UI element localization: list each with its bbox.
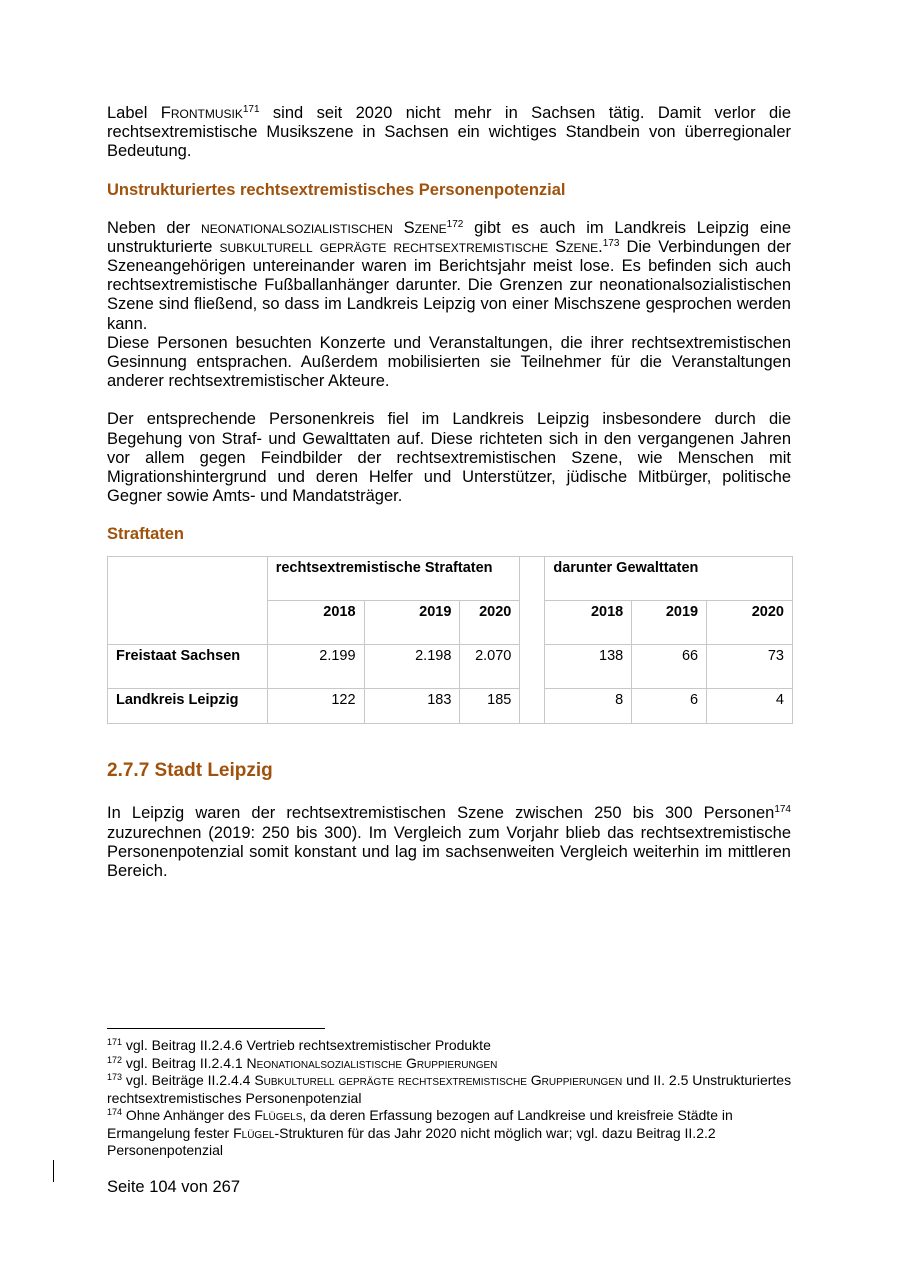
table-group-header: rechtsextremistische Straftaten (267, 557, 520, 601)
table-corner-cell (108, 557, 268, 645)
footnote-173: $^{173}$ vgl. Beiträge II.2.4.4 Subkulturell geprägte rechtsextremistische Gruppierungen und II. 2.5 Unstrukturiertes rechtsextremistisches Personenpotenzial (107, 1072, 792, 1106)
section-heading-personenpotenzial: Unstrukturiertes rechtsextremistisches Personenpotenzial (107, 180, 566, 199)
paragraph-konzerte: Diese Personen besuchten Konzerte und Veranstaltungen, die ihrer rechtsextremistischen Gesinnung entsprachen. Außerdem mobilisierten sie Teilnehmer für die Veranstaltungen anderer rechtsextremistischer Akteure. (107, 333, 791, 391)
footnote-ref-173[interactable]: 173 (602, 237, 620, 249)
table-cell: 2.070 (460, 645, 520, 689)
change-bar (53, 1160, 54, 1182)
table-cell: 183 (364, 689, 460, 724)
table-cell: 4 (707, 689, 793, 724)
paragraph-straftaten: Der entsprechende Personenkreis fiel im Landkreis Leipzig insbesondere durch die Begehung von Straf- und Gewalttaten auf. Diese richteten sich in den vergangenen Jahren vor allem gegen Feindbilder der rechtsextremistischen Szene, wie Menschen mit Migrationshintergrund und deren Helfer und Unterstützer, jüdische Mitbürger, politische Gegner sowie Amts- und Mandatsträger. (107, 410, 791, 506)
table-year-header: 2019 (364, 601, 460, 645)
table-group-header: darunter Gewalttaten (545, 557, 793, 601)
table-row (108, 645, 793, 689)
table-cell: 2.199 (267, 645, 364, 689)
page-number: Seite 104 von 267 (107, 1178, 241, 1196)
table-cell: 138 (545, 645, 632, 689)
table-year-header: 2020 (460, 601, 520, 645)
table-cell: 2.198 (364, 645, 460, 689)
table-year-header: 2018 (267, 601, 364, 645)
table-year-header: 2018 (545, 601, 632, 645)
paragraph-stadt-leipzig: In Leipzig waren der rechtsextremistischen Szene zwischen 250 bis 300 Personen$^{174}$ zuzurechnen (2019: 250 bis 300). Im Vergleich zum Vorjahr blieb das rechtsextremistische Personenpotenzial somit konstant und lag im sachsenweiten Vergleich weiterhin im mittleren Bereich. (107, 804, 791, 881)
footnotes (107, 1037, 797, 1160)
table-year-header: 2019 (632, 601, 707, 645)
table-cell: 66 (632, 645, 707, 689)
table-row-label: Freistaat Sachsen (108, 645, 268, 689)
table-cell: 8 (545, 689, 632, 724)
section-heading-straftaten: Straftaten (107, 525, 185, 544)
footnote-ref-171[interactable]: 171 (242, 104, 260, 115)
chapter-heading-stadt-leipzig: 2.7.7 Stadt Leipzig (107, 760, 273, 782)
footnote-ref-172[interactable]: 172 (446, 218, 464, 230)
footnote-separator (107, 1028, 325, 1029)
table-year-header: 2020 (707, 601, 793, 645)
paragraph-szene: Neben der neonationalsozialistischen Szene$^{172}$ gibt es auch im Landkreis Leipzig eine unstrukturierte subkulturell geprägte rechtsextremistische Szene.$^{173}$ Die Verbindungen der Szeneangehörigen untereinander waren im Berichtsjahr meist lose. Es befinden sich auch rechtsextremistische Fußballanhänger darunter. Die Grenzen zur neonationalsozialistischen Szene sind fließend, so dass im Landkreis Leipzig von einer Mischszene gesprochen werden kann. (107, 218, 792, 333)
table-cell: 6 (632, 689, 707, 724)
footnote-174: $^{174}$ Ohne Anhänger des Flügels, da deren Erfassung bezogen auf Landkreise und kreisfreie Städte in Ermangelung fester Flügel-Strukturen für das Jahr 2020 nicht möglich war; vgl. dazu Beitrag II.2.2 Personenpotenzial (107, 1107, 733, 1158)
footnote-171: $^{171}$ vgl. Beitrag II.2.4.6 Vertrieb rechtsextremistischer Produkte (107, 1037, 491, 1053)
footnote-172: $^{172}$ vgl. Beitrag II.2.4.1 Neonationalsozialistische Gruppierungen (107, 1054, 498, 1071)
table-row (108, 689, 793, 724)
table-spacer-column (520, 557, 545, 724)
table-cell: 185 (460, 689, 520, 724)
page-body (107, 104, 791, 881)
table-cell: 73 (707, 645, 793, 689)
paragraph-frontmusik: Label Frontmusik$^{171}$ sind seit 2020 nicht mehr in Sachsen tätig. Damit verlor die rechtsextremistische Musikszene in Sachsen ein wichtiges Standbein von überregionaler Bedeutung. (107, 104, 791, 161)
straftaten-table (107, 556, 793, 724)
footnote-ref-174[interactable]: 174 (774, 804, 791, 816)
table-row-label: Landkreis Leipzig (108, 689, 268, 724)
table-cell: 122 (267, 689, 364, 724)
